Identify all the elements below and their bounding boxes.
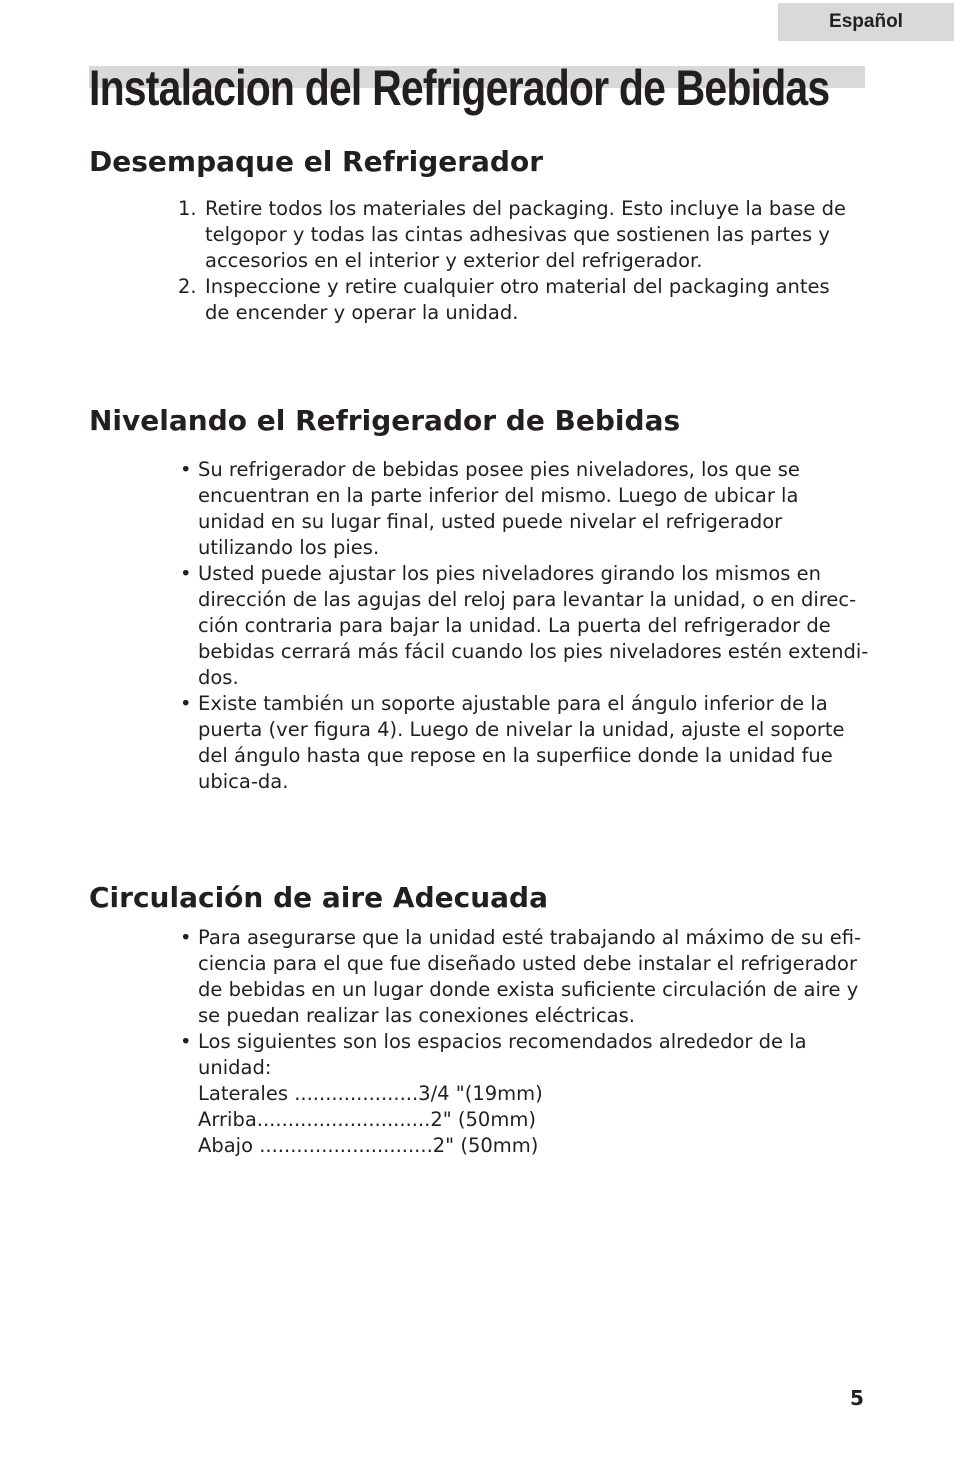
list-number: 2.: [178, 275, 197, 298]
list-item: [180, 561, 870, 691]
list-item: [180, 925, 870, 1029]
section-heading-air-circulation: Circulación de aire Adecuada: [89, 881, 548, 914]
bullet-icon: •: [180, 926, 192, 949]
clearance-row-top: Arriba............................2" (50mm): [198, 1108, 536, 1131]
unpacking-steps-list: [178, 196, 858, 326]
list-item-text: Los siguientes son los espacios recomendados alrededor de la unidad:: [198, 1030, 807, 1079]
list-item: [180, 691, 870, 795]
list-item-text: Para asegurarse que la unidad esté trabajando al máximo de su efi-ciencia para el que fue diseñado usted debe instalar el refrigerador de bebidas en un lugar donde exista suficiente circulación de aire y se puedan realizar las conexiones eléctricas.: [198, 926, 862, 1027]
list-item: [180, 1029, 870, 1159]
list-item-text: Existe también un soporte ajustable para el ángulo inferior de la puerta (ver figura 4). Luego de nivelar la unidad, ajuste el soporte del ángulo hasta que repose en la superfiice donde la unidad fue ubica-da.: [198, 692, 845, 793]
clearance-row-bottom: Abajo ............................2" (50mm): [198, 1134, 539, 1157]
air-circulation-bullet-list: [180, 925, 870, 1159]
language-tab: Español: [778, 3, 954, 41]
clearance-row-sides: Laterales ....................3/4 "(19mm): [198, 1082, 543, 1105]
leveling-bullet-list: [180, 457, 870, 795]
list-item-text: Usted puede ajustar los pies niveladores girando los mismos en dirección de las agujas del reloj para levantar la unidad, o en direc-ción contraria para bajar la unidad. La puerta del refrigerador de bebidas cerrará más fácil cuando los pies niveladores estén extendi-dos.: [198, 562, 869, 689]
list-number: 1.: [178, 197, 197, 220]
bullet-icon: •: [180, 562, 192, 585]
bullet-icon: •: [180, 1030, 192, 1053]
list-item: [178, 274, 858, 326]
bullet-icon: •: [180, 458, 192, 481]
list-item-text: Inspeccione y retire cualquier otro material del packaging antes de encender y operar la unidad.: [205, 275, 830, 324]
list-item-text: Retire todos los materiales del packaging. Esto incluye la base de telgopor y todas las cintas adhesivas que sostienen las partes y accesorios en el interior y exterior del refrigerador.: [205, 197, 846, 272]
list-item-text: Su refrigerador de bebidas posee pies niveladores, los que se encuentran en la parte inferior del mismo. Luego de ubicar la unidad en su lugar final, usted puede nivelar el refrigerador utilizando los pies.: [198, 458, 800, 559]
bullet-icon: •: [180, 692, 192, 715]
page-number: 5: [850, 1386, 864, 1410]
section-heading-leveling: Nivelando el Refrigerador de Bebidas: [89, 404, 681, 437]
section-heading-unpacking: Desempaque el Refrigerador: [89, 145, 544, 178]
list-item: [178, 196, 858, 274]
list-item: [180, 457, 870, 561]
page-title: Instalacion del Refrigerador de Bebidas: [89, 60, 830, 116]
